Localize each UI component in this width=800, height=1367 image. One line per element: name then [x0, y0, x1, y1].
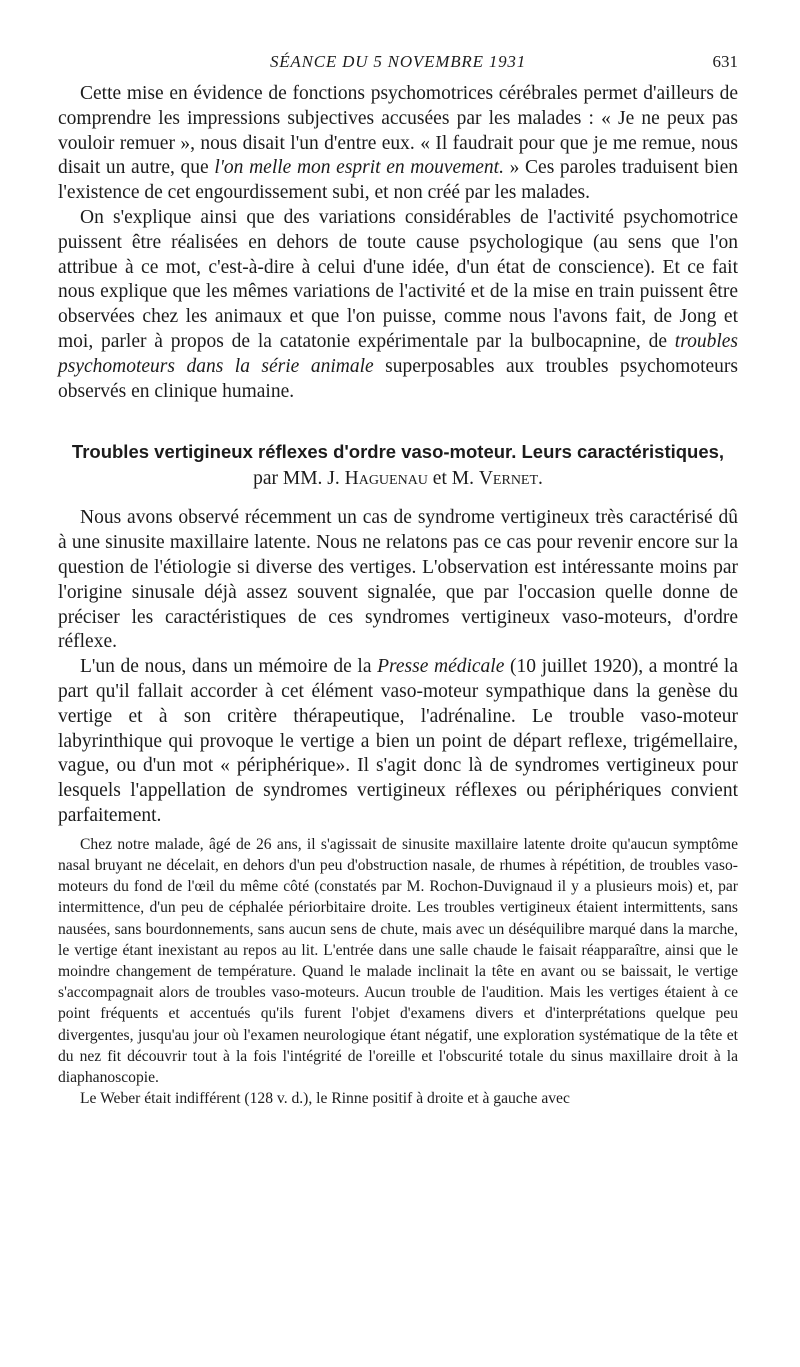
weber-paragraph: Le Weber était indifférent (128 v. d.), le Rinne positif à droite et à gauche avec [80, 1090, 570, 1108]
page-number: 631 [712, 52, 738, 71]
authors-prefix: par MM. J. [253, 468, 345, 490]
authors-end: . [538, 468, 543, 490]
paragraph-text: superposables aux troubles psychomoteurs observés en clinique humaine. [58, 355, 738, 402]
paragraph-text: (10 juillet 1920), a montré la part qu'il fallait accorder à cet élément vaso-moteur sympathique dans la genèse du vertige et à son critère thérapeutique, l'adrénaline. Le trouble vaso-moteur labyrinthique qui provoque le vertige a bien un point de départ reflexe, trigémellaire, vague, ou d'un mot « périphérique». Il s'agit donc là de syndromes vertigineux pour lesquels l'appellation de syndromes vertigineux réflexes ou périphériques convient parfaitement. [58, 656, 738, 826]
main-text [58, 82, 738, 829]
journal-name: Presse médicale [377, 656, 505, 678]
paragraph-text: Cette mise en évidence de fonctions psychomotrices cérébrales permet d'ailleurs de comprendre les impressions subjectives accusées par les malades : « Je ne peux pas vouloir remuer », nous disait l'un d'entre eux. « Il faudrait pour que je me remue, nous disait un autre, que [58, 83, 738, 179]
paragraph-text: On s'explique ainsi que des variations considérables de l'activité psychomotrice puissent être réalisées en dehors de toute cause psychologique (au sens que l'on attribue à ce mot, c'est-à-dire à celui d'une idée, d'un état de conscience). Et ce fait nous explique que les mêmes variations de l'activité et de la mise en train puissent être observées chez les animaux et que l'on puisse, comme nous l'avons fait, de Jong et moi, parler à propos de la catatonie expérimentale par la bulbocapnine, de [58, 206, 738, 352]
italic-phrase: troubles psychomoteurs dans la série animale [58, 330, 738, 377]
paragraph-psychomotor-evidence [58, 82, 738, 206]
paragraph-psychomotor-activity [58, 206, 738, 404]
paragraph-vasomotor-element [58, 655, 738, 829]
italic-quote: l'on melle mon esprit en mouvement. [214, 157, 504, 179]
paragraph-text: L'un de nous, dans un mémoire de la [80, 656, 378, 678]
section-heading [58, 439, 738, 492]
journal-page [58, 52, 738, 1109]
case-report [58, 834, 738, 1110]
case-report-paragraph: Chez notre malade, âgé de 26 ans, il s'agissait de sinusite maxillaire latente droite qu'aucun symptôme nasal bruyant ne décelait, en dehors d'un peu d'obstruction nasale, de rhumes à répétition, de troubles vaso-moteurs du fond de l'œil du même côté (constatés par M. Rochon-Duvignaud il y a plusieurs mois) et, par intermittence, d'un peu de céphalée périorbitaire droite. Les troubles vertigineux étaient intermittents, sans nausées, sans bourdonnements, sans aucun sens de chute, mais avec un déséquilibre marqué dans la marche, le vertige étant inexistant au repos au lit. L'entrée dans une salle chaude le faisait réapparaître, ainsi que le moindre changement de température. Quand le malade inclinait la tête en avant ou se baissait, le vertige s'accompagnait alors de troubles vaso-moteurs. Aucun trouble de l'audition. Mais les vertiges étaient à ce point fréquents et accentués qu'ils furent l'objet d'examens divers et d'interprétations quelque peu divergentes, jusqu'au jour où l'examen neurologique étant négatif, une exploration systématique de la tête et du nez fit découvrir tout à la fois l'intégrité de l'oreille et l'obscurité totale du sinus maxillaire droit à la diaphanoscopie. [58, 835, 738, 1086]
running-title: SÉANCE DU 5 NOVEMBRE 1931 [269, 52, 527, 71]
author-vernet: Vernet [478, 468, 539, 490]
author-haguenau: Haguenau [344, 468, 428, 490]
authors-connector: et M. [427, 468, 479, 490]
running-header [58, 52, 738, 82]
paragraph-case-introduction: Nous avons observé récemment un cas de syndrome vertigineux très caractérisé dû à une sinusite maxillaire latente. Nous ne relatons pas ce cas pour revenir encore sur la question de l'étiologie si diverse des vertiges. L'observation est intéressante moins par l'origine sinusale déjà assez souvent signalée, que par l'occasion quelle donne de préciser les caractéristiques de ces syndromes vertigineux vaso-moteurs, d'ordre réflexe. [58, 507, 738, 653]
paragraph-text: » Ces paroles traduisent bien l'existence de cet engourdissement subi, et non créé par les malades. [58, 157, 738, 204]
section-title: Troubles vertigineux réflexes d'ordre vaso-moteur. Leurs caractéristiques, [71, 441, 725, 463]
